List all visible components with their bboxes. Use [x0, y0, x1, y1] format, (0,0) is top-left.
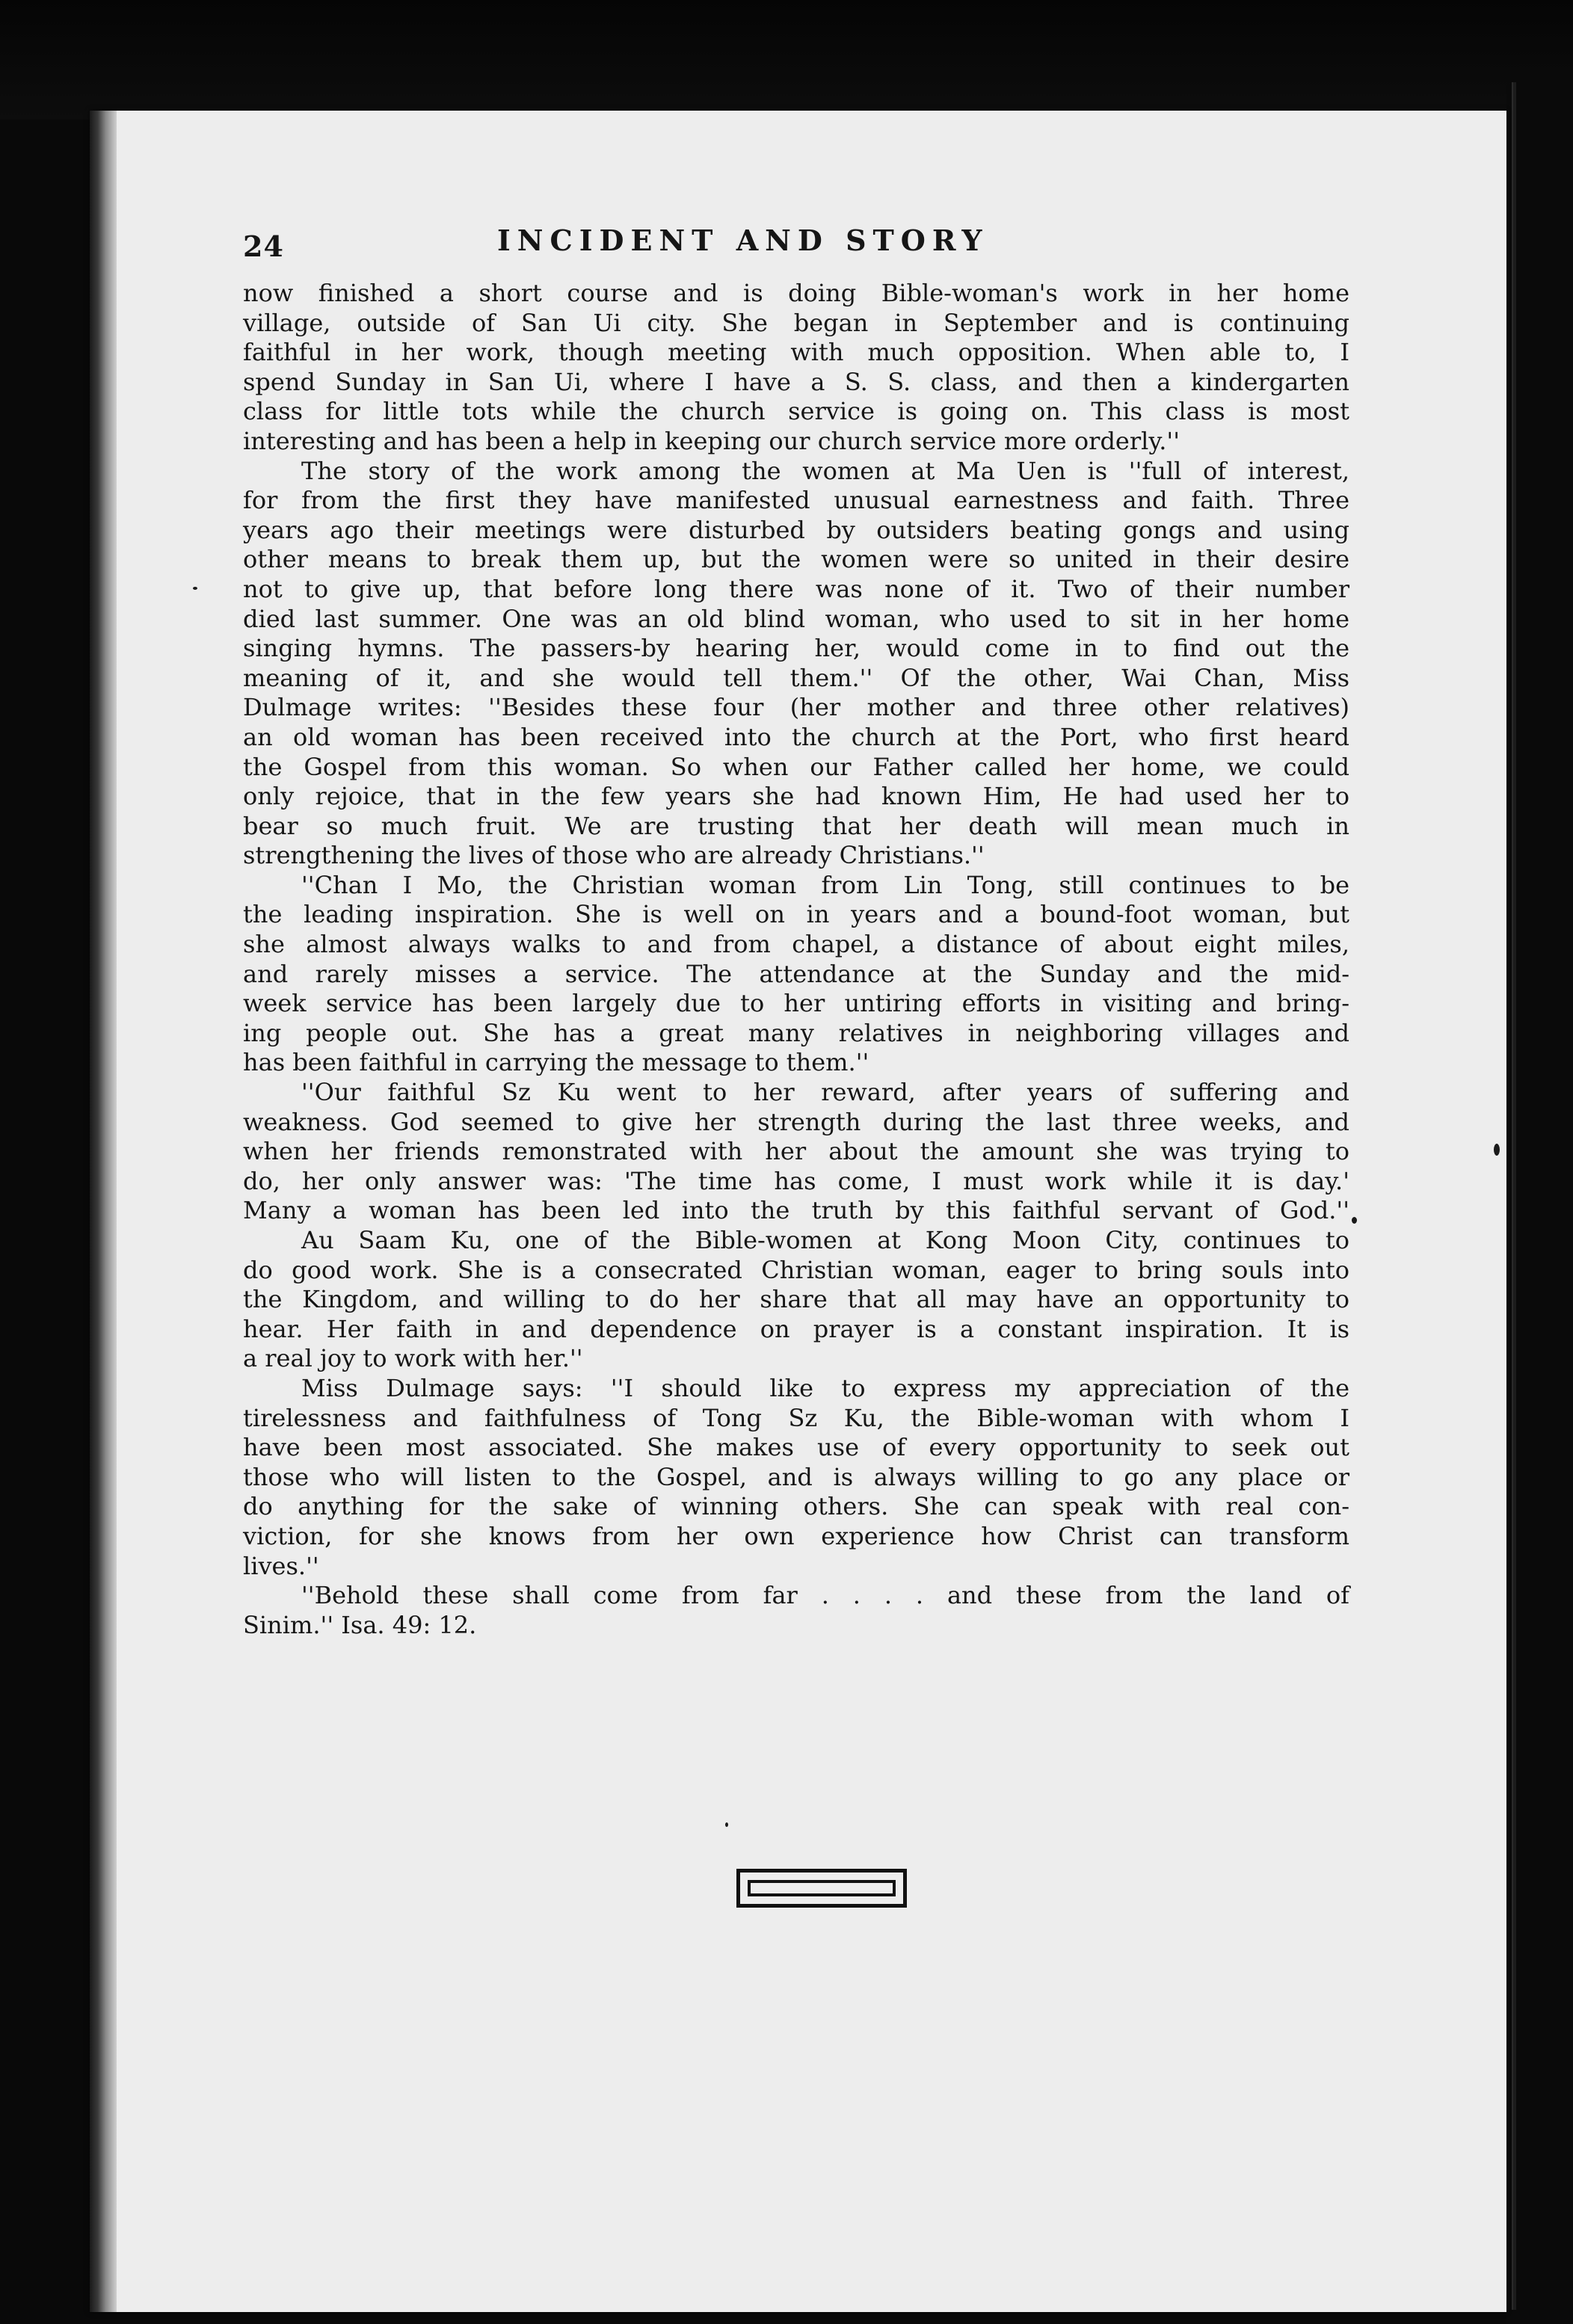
text-line: Au Saam Ku, one of the Bible-women at Kong Moon City, continues to — [301, 1226, 1349, 1254]
text-line: only rejoice, that in the few years she had known Him, He had used her to — [243, 782, 1349, 811]
page-header — [243, 213, 1349, 273]
text-line: ''Chan I Mo, the Christian woman from Lin Tong, still continues to be — [301, 870, 1349, 899]
text-line: village, outside of San Ui city. She began in September and is continuing — [243, 308, 1349, 337]
scan-speck — [1494, 1144, 1500, 1156]
text-line: tirelessness and faithfulness of Tong Sz Ku, the Bible-woman with whom I — [243, 1403, 1349, 1432]
text-line: the Kingdom, and willing to do her share that all may have an opportunity to — [243, 1285, 1349, 1314]
text-line: not to give up, that before long there was none of it. Two of their number — [243, 574, 1349, 603]
text-line: strengthening the lives of those who are already Christians.'' — [243, 841, 985, 870]
text-line: Miss Dulmage says: ''I should like to express my appreciation of the — [301, 1373, 1349, 1402]
text-line: bear so much fruit. We are trusting that her death will mean much in — [243, 811, 1349, 840]
text-line: singing hymns. The passers-by hearing her, would come in to find out the — [243, 634, 1349, 663]
page-content — [243, 213, 1349, 1640]
text-line: Dulmage writes: ''Besides these four (her mother and three other relatives) — [243, 693, 1349, 722]
text-line: an old woman has been received into the church at the Port, who first heard — [243, 722, 1349, 751]
text-line: do anything for the sake of winning others. She can speak with real con- — [243, 1492, 1349, 1521]
scan-speck — [193, 587, 197, 590]
text-line: interesting and has been a help in keeping our church service more orderly.'' — [243, 426, 1180, 455]
text-line: meaning of it, and she would tell them.'' Of the other, Wai Chan, Miss — [243, 663, 1349, 692]
body-text — [243, 279, 1349, 1640]
text-line: has been faithful in carrying the message to them.'' — [243, 1048, 869, 1077]
text-line: Sinim.'' Isa. 49: 12. — [243, 1610, 477, 1639]
text-line: viction, for she knows from her own experience how Christ can transform — [243, 1521, 1349, 1550]
scan-top-margin — [0, 0, 1573, 120]
text-line: hear. Her faith in and dependence on prayer is a constant inspiration. It is — [243, 1314, 1349, 1343]
text-line: died last summer. One was an old blind woman, who used to sit in her home — [243, 604, 1349, 633]
page-gutter-line — [1512, 82, 1516, 2310]
scan-speck — [725, 1822, 728, 1827]
text-line: those who will listen to the Gospel, and is always willing to go any place or — [243, 1462, 1349, 1491]
text-line: have been most associated. She makes use of every opportunity to seek out — [243, 1433, 1349, 1462]
text-line: and rarely misses a service. The attendance at the Sunday and the mid- — [243, 959, 1349, 988]
text-line: years ago their meetings were disturbed by outsiders beating gongs and using — [243, 515, 1349, 544]
text-line: she almost always walks to and from chapel, a distance of about eight miles, — [243, 930, 1349, 959]
text-line: when her friends remonstrated with her about the amount she was trying to — [243, 1137, 1349, 1166]
page-number: 24 — [243, 229, 284, 263]
text-line: The story of the work among the women at Ma Uen is ''full of interest, — [301, 456, 1349, 485]
text-line: do, her only answer was: 'The time has come, I must work while it is day.' — [243, 1166, 1349, 1195]
text-line: the Gospel from this woman. So when our Father called her home, we could — [243, 752, 1349, 781]
text-line: class for little tots while the church service is going on. This class is most — [243, 397, 1349, 426]
scan-speck — [1352, 1217, 1357, 1224]
running-title: INCIDENT AND STORY — [497, 224, 989, 257]
text-line: a real joy to work with her.'' — [243, 1344, 583, 1373]
text-line: ''Behold these shall come from far . . . . and these from the land of — [301, 1581, 1349, 1610]
text-line: Many a woman has been led into the truth by this faithful servant of God.'' — [243, 1196, 1349, 1225]
text-line: week service has been largely due to her untiring efforts in visiting and bring- — [243, 989, 1349, 1018]
text-line: faithful in her work, though meeting with much opposition. When able to, I — [243, 338, 1349, 367]
text-line: spend Sunday in San Ui, where I have a S. S. class, and then a kindergarten — [243, 367, 1349, 396]
text-line: for from the first they have manifested unusual earnestness and faith. Three — [243, 486, 1349, 515]
text-line: other means to break them up, but the women were so united in their desire — [243, 545, 1349, 574]
facing-page-edge — [1506, 82, 1573, 2324]
page-binding-edge — [90, 111, 117, 2312]
text-line: weakness. God seemed to give her strength during the last three weeks, and — [243, 1107, 1349, 1136]
text-line: ing people out. She has a great many relatives in neighboring villages and — [243, 1018, 1349, 1047]
text-line: the leading inspiration. She is well on in years and a bound-foot woman, but — [243, 900, 1349, 929]
text-line: do good work. She is a consecrated Christian woman, eager to bring souls into — [243, 1255, 1349, 1284]
text-line: ''Our faithful Sz Ku went to her reward, after years of suffering and — [301, 1078, 1349, 1107]
text-line: now finished a short course and is doing Bible-woman's work in her home — [243, 279, 1349, 307]
end-ornament — [736, 1869, 907, 1908]
text-line: lives.'' — [243, 1551, 319, 1580]
